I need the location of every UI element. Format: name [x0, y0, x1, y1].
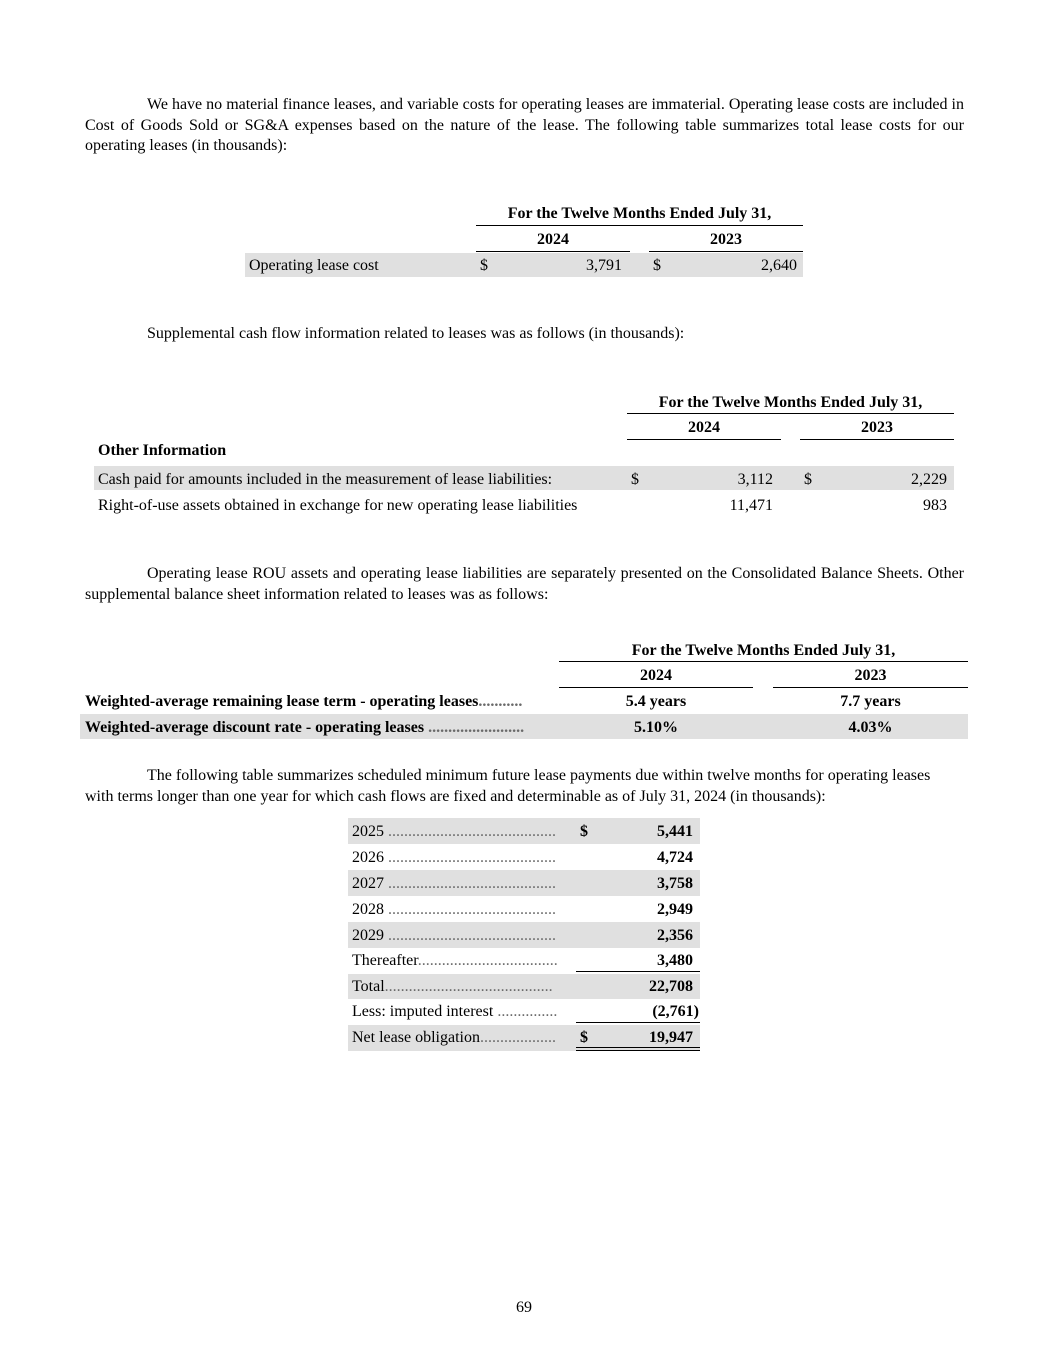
table2-row1-value-2023: 2,229	[911, 471, 947, 488]
table4-double-rule-top	[576, 1047, 700, 1048]
table4-row9-label-wrap	[352, 1029, 571, 1047]
table4-row5-value: 2,356	[657, 927, 693, 944]
table4-row8-value: (2,761)	[652, 1003, 699, 1020]
table4-row3-label: 2027	[352, 875, 384, 892]
table3-row2-label: Weighted-average discount rate - operating leases	[85, 719, 425, 736]
table2-col-2023: 2023	[861, 419, 893, 436]
table2-row1-value-2024: 3,112	[737, 471, 773, 488]
table1-row-label: Operating lease cost	[249, 257, 379, 274]
table1-value-2024: 3,791	[586, 257, 622, 274]
table3-row1-label: Weighted-average remaining lease term - operating leases	[85, 693, 479, 710]
table3-row2-value-2023: 4.03%	[848, 719, 893, 736]
table4-row7-label: Total	[352, 978, 385, 995]
table1-header: For the Twelve Months Ended July 31,	[507, 205, 772, 222]
table4-double-rule-bottom	[576, 1050, 700, 1051]
table4-row5-dots: ..........................................	[388, 927, 556, 944]
table4-row2-dots: ..........................................	[388, 849, 556, 866]
table3-row1-value-2023: 7.7 years	[840, 693, 901, 710]
table3-row2-label-wrap	[85, 719, 524, 737]
balance-sheet-paragraph	[85, 564, 964, 605]
table3-col2-rule	[773, 687, 968, 688]
table1-currency-2: $	[653, 257, 661, 274]
table4-row1-dots: ..........................................	[388, 823, 556, 840]
table4-row3-value: 3,758	[657, 875, 693, 892]
table4-row6-label-wrap	[352, 952, 571, 970]
table4-row4-dots: ..........................................	[388, 901, 556, 918]
table2-col-2024: 2024	[688, 419, 720, 436]
table4-row1-value: 5,441	[657, 823, 693, 840]
table4-row4-label: 2028	[352, 901, 384, 918]
table1-col1-rule	[476, 251, 630, 252]
table4-row5-label: 2029	[352, 927, 384, 944]
table4-row7-label-wrap	[352, 978, 571, 996]
table1-col-2023: 2023	[710, 231, 742, 248]
table1-currency-1: $	[480, 257, 488, 274]
table2-row1-label: Cash paid for amounts included in the measurement of lease liabilities:	[98, 471, 553, 488]
table2-row2-label: Right-of-use assets obtained in exchange for new operating lease liabilities	[98, 497, 578, 514]
table2-row1-currency-1: $	[631, 471, 639, 488]
table4-row8-label-wrap	[352, 1003, 571, 1021]
future-payments-paragraph	[85, 766, 955, 807]
table3-row1-value-2024: 5.4 years	[625, 693, 687, 710]
table2-row2-value-2024: 11,471	[729, 497, 773, 514]
table3-header-rule	[559, 661, 968, 662]
table4-row7-dots: ..........................................	[384, 978, 553, 995]
table4-row9-label: Net lease obligation	[352, 1029, 480, 1046]
table4-row2-label-wrap	[352, 849, 571, 867]
table4-row6-value: 3,480	[657, 952, 693, 969]
table4-row9-value: 19,947	[649, 1029, 693, 1046]
table3-col-2023: 2023	[854, 667, 887, 684]
table3-header: For the Twelve Months Ended July 31,	[631, 642, 896, 659]
table2-section-title: Other Information	[98, 442, 227, 459]
table4-row5-label-wrap	[352, 927, 571, 945]
table4-row8-label: Less: imputed interest	[352, 1003, 494, 1020]
balance-sheet-text: Operating lease ROU assets and operating lease liabilities are separately presented on the Consolidated Balance Sheets. Other supplemental balance sheet information related to leases was as follows:	[85, 565, 964, 603]
table2-header: For the Twelve Months Ended July 31,	[658, 394, 923, 411]
table4-row4-label-wrap	[352, 901, 571, 919]
table3-row1-dots: ...........	[478, 693, 523, 710]
table4-row2-value: 4,724	[657, 849, 693, 866]
table3-col-2024: 2024	[640, 667, 672, 684]
table4-row4-value: 2,949	[657, 901, 693, 918]
table2-row1-currency-2: $	[804, 471, 812, 488]
table2-row2-value-2023: 983	[923, 497, 947, 514]
table2-col2-rule	[800, 439, 954, 440]
table3-col1-rule	[559, 687, 753, 688]
table1-header-rule	[476, 225, 803, 226]
intro-text: We have no material finance leases, and variable costs for operating leases are immaterial. Operating lease costs are included in Cost of Goods Sold or SG&A expenses based on the nature of the lease. The following table summarizes total lease costs for our operating leases (in thousands):	[85, 96, 964, 154]
table2-header-rule	[627, 413, 954, 414]
table1-col2-rule	[649, 251, 803, 252]
table4-row3-label-wrap	[352, 875, 571, 893]
table1-value-2023: 2,640	[761, 257, 797, 274]
table4-currency-top: $	[580, 823, 588, 840]
table3-row2-value-2024: 5.10%	[634, 719, 678, 736]
page-number: 69	[516, 1299, 532, 1316]
intro-paragraph	[85, 95, 964, 157]
table4-row1-label: 2025	[352, 823, 384, 840]
table4-row8-dots: ...............	[497, 1003, 558, 1020]
table4-row9-dots: ...................	[479, 1029, 556, 1046]
table4-row3-dots: ..........................................	[388, 875, 556, 892]
table4-row6-label: Thereafter	[352, 952, 418, 969]
table4-row7-value: 22,708	[649, 978, 693, 995]
cash-flow-text: Supplemental cash flow information related to leases was as follows (in thousands):	[147, 325, 685, 342]
table4-row1-label-wrap	[352, 823, 571, 841]
future-payments-text: The following table summarizes scheduled minimum future lease payments due within twelve months for operating leases with terms longer than one year for which cash flows are fixed and determinable as of July 31, 2024 (in thousands):	[85, 767, 931, 805]
cash-flow-paragraph	[85, 324, 964, 345]
table3-row2-dots: ........................	[428, 719, 525, 736]
table4-interest-rule	[576, 1022, 700, 1023]
table1-col-2024: 2024	[537, 231, 569, 248]
table2-col1-rule	[627, 439, 781, 440]
table4-currency-bottom: $	[580, 1029, 588, 1046]
table4-row2-label: 2026	[352, 849, 384, 866]
table4-subtotal-rule	[576, 971, 700, 972]
table3-row1-label-wrap	[85, 693, 522, 711]
table4-row6-dots: ...................................	[417, 952, 558, 969]
